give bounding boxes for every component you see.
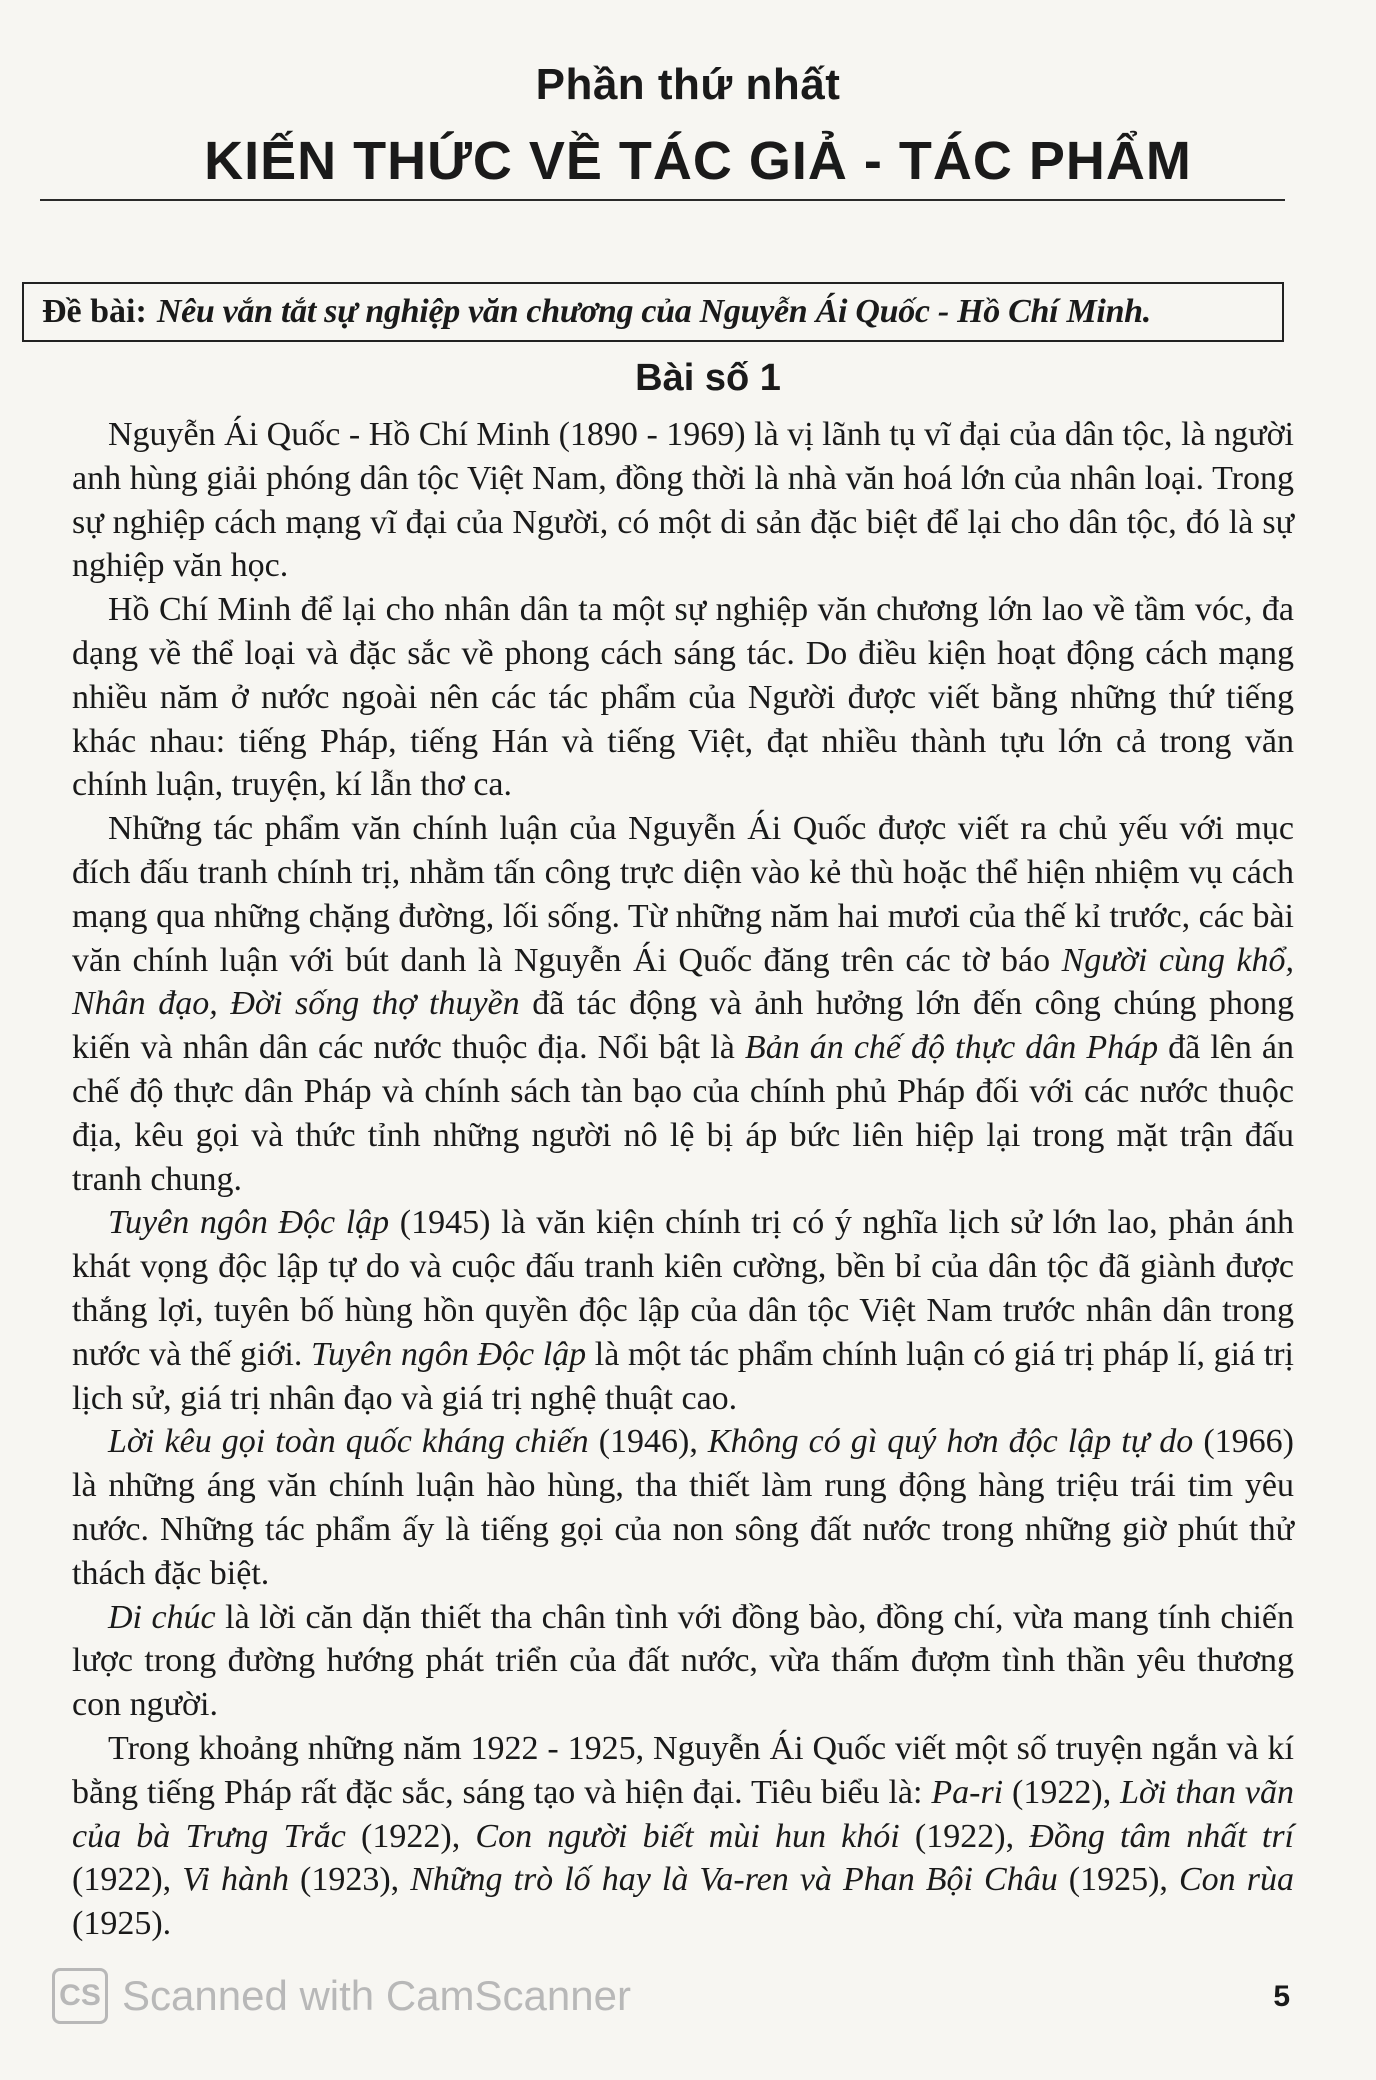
work-title-text: Tuyên ngôn Độc lập — [108, 1204, 390, 1242]
paragraph — [72, 413, 1294, 588]
paragraph-text: Những tác phẩm văn chính luận của Nguyễn Ái Quốc được viết ra chủ yếu với mục đích đấu tranh chính trị, nhằm tấn công trực diện vào kẻ thù hoặc thể hiện nhiệm vụ cách mạng qua những chặng đường, lối sống. Từ những năm hai mươi của thế kỉ trước, các bài văn chính luận với bút danh là Nguyễn Ái Quốc đăng trên các tờ báo — [72, 810, 1294, 979]
work-title-text: Những trò lố hay là Va-ren và Phan Bội Châu — [410, 1861, 1058, 1899]
work-title-text: Không có gì quý hơn độc lập tự do — [707, 1423, 1194, 1461]
title-divider — [40, 199, 1285, 201]
paragraph — [72, 1201, 1294, 1420]
main-title: KIẾN THỨC VỀ TÁC GIẢ - TÁC PHẨM — [204, 131, 1192, 191]
paragraph — [72, 588, 1294, 807]
prompt-box — [22, 282, 1284, 342]
paragraph-text: (1922), — [72, 1861, 183, 1899]
article-body — [72, 413, 1294, 1946]
work-title-text: Lời kêu gọi toàn quốc kháng chiến — [108, 1423, 589, 1461]
paragraph-text: (1966) là những áng văn chính luận hào hùng, tha thiết làm rung động hàng triệu trái tim yêu nước. Những tác phẩm ấy là tiếng gọi của non sông đất nước trong những giờ phút thử thách đặc biệt. — [72, 1423, 1294, 1592]
paragraph-text: là lời căn dặn thiết tha chân tình với đồng bào, đồng chí, vừa mang tính chiến lược trong đường hướng phát triển của đất nước, vừa thấm đượm tình thần yêu thương con người. — [72, 1598, 1294, 1724]
work-title-text: Con rùa — [1179, 1861, 1294, 1899]
camscanner-watermark — [52, 1968, 631, 2024]
work-title-text: Pa-ri — [931, 1773, 1004, 1811]
paragraph-text: (1923), — [288, 1861, 411, 1899]
paragraph — [72, 1596, 1294, 1727]
paragraph-text: đã tác động và ảnh hưởng lớn đến công chúng phong kiến và nhân dân các nước thuộc địa. Nổi bật là — [72, 985, 1294, 1067]
part-title: Phần thứ nhất — [535, 60, 841, 109]
article-title: Bài số 1 — [635, 357, 781, 399]
work-title-text: Người cùng khổ, Nhân đạo, Đời sống thợ thuyền — [72, 941, 1294, 1023]
paragraph-text: Trong khoảng những năm 1922 - 1925, Nguyễn Ái Quốc viết một số truyện ngắn và kí bằng tiếng Pháp rất đặc sắc, sáng tạo và hiện đại. Tiêu biểu là: — [72, 1729, 1294, 1811]
paragraph-text: (1922), — [345, 1817, 476, 1855]
prompt-question: Nêu vắn tắt sự nghiệp văn chương của Nguyễn Ái Quốc - Hồ Chí Minh. — [156, 293, 1151, 330]
paragraph-text: Nguyễn Ái Quốc - Hồ Chí Minh (1890 - 1969) là vị lãnh tụ vĩ đại của dân tộc, là người anh hùng giải phóng dân tộc Việt Nam, đồng thời là nhà văn hoá lớn của nhân loại. Trong sự nghiệp cách mạng vĩ đại của Người, có một di sản đặc biệt để lại cho dân tộc, đó là sự nghiệp văn học. — [72, 416, 1294, 585]
work-title-text: Đồng tâm nhất trí — [1029, 1817, 1294, 1855]
paragraph-text: đã lên án chế độ thực dân Pháp và chính sách tàn bạo của chính phủ Pháp đối với các nước thuộc địa, kêu gọi và thức tỉnh những người nô lệ bị áp bức liên hiệp lại trong mặt trận đấu tranh chung. — [72, 1029, 1294, 1198]
paragraph-text: (1925). — [72, 1905, 172, 1943]
paragraph-text: Hồ Chí Minh để lại cho nhân dân ta một sự nghiệp văn chương lớn lao về tầm vóc, đa dạng về thể loại và đặc sắc về phong cách sáng tác. Do điều kiện hoạt động cách mạng nhiều năm ở nước ngoài nên các tác phẩm của Người được viết bằng những thứ tiếng khác nhau: tiếng Pháp, tiếng Hán và tiếng Việt, đạt nhiều thành tựu lớn cả trong văn chính luận, truyện, kí lẫn thơ ca. — [72, 591, 1294, 804]
prompt-label: Đề bài: — [42, 293, 147, 330]
paragraph-text: (1922), — [899, 1817, 1030, 1855]
work-title-text: Con người biết mùi hun khói — [475, 1817, 900, 1855]
paragraph-text: là một tác phẩm chính luận có giá trị pháp lí, giá trị lịch sử, giá trị nhân đạo và giá trị nghệ thuật cao. — [72, 1335, 1295, 1417]
camscanner-logo-icon: CS — [52, 1968, 108, 2024]
paragraph-text: (1946), — [588, 1423, 708, 1461]
paragraph — [72, 1420, 1294, 1595]
paragraph-text: (1945) là văn kiện chính trị có ý nghĩa lịch sử lớn lao, phản ánh khát vọng độc lập tự do và cuộc đấu tranh kiên cường, bền bỉ của dân tộc đã giành được thắng lợi, tuyên bố hùng hồn quyền độc lập của dân tộc Việt Nam trước nhân dân trong nước và thế giới. — [72, 1204, 1294, 1373]
work-title-text: Bản án chế độ thực dân Pháp — [744, 1029, 1159, 1067]
paragraph-text: (1925), — [1057, 1861, 1179, 1899]
watermark-text: Scanned with CamScanner — [122, 1972, 631, 2019]
work-title-text: Vi hành — [182, 1861, 289, 1899]
paragraph — [72, 807, 1294, 1201]
work-title-text: Di chúc — [108, 1598, 216, 1636]
paragraph-text: (1922), — [1003, 1773, 1121, 1811]
work-title-text: Lời than vãn của bà Trưng Trắc — [72, 1773, 1294, 1855]
work-title-text: Tuyên ngôn Độc lập — [311, 1335, 587, 1373]
page-number: 5 — [1273, 1980, 1290, 2013]
paragraph — [72, 1727, 1294, 1946]
